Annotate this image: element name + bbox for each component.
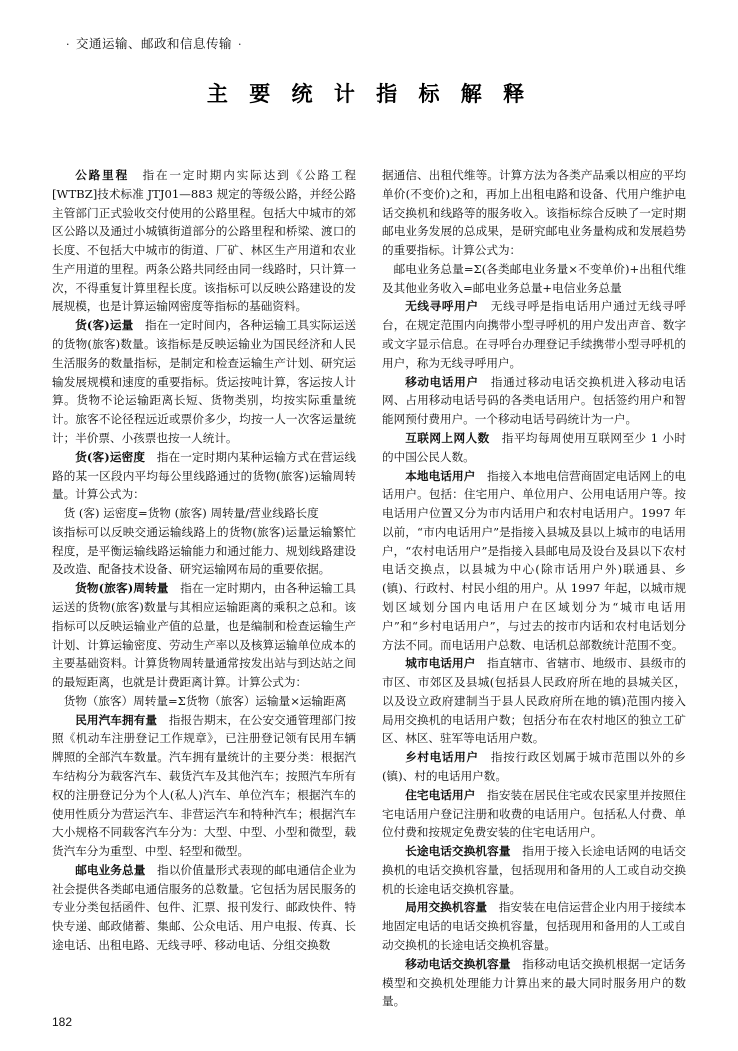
body-paragraph [52, 448, 356, 504]
term-heading: 无线寻呼用户 [405, 299, 479, 314]
paragraph-text: 指在一定时期内某种运输方式在营运线路的某一区段内平均每公里线路通过的货物(旅客)运输周转量。计算公式为： [52, 449, 356, 502]
body-paragraph [382, 654, 686, 748]
term-heading: 公路里程 [75, 168, 130, 182]
paragraph-text: 指直辖市、省辖市、地级市、县级市的市区、市郊区及县城(包括县人民政府所在地的县城关区，以及设立政府建制当于县人民政府所在地的镇)范围内接入局用交换机的电话用户数；包括分布在农村地区的独立工矿区、林区、驻军等电话用户数。 [382, 656, 686, 746]
running-head-dot-left: · [66, 38, 70, 51]
paragraph-text: 指在一定时期内实际达到《公路工程[WTBZ]技术标准 JTJ01—883 规定的等级公路，并经公路主管部门正式验收交付使用的公路里程。包括大中城市的郊区公路以及通过小城镇街道部分的公路里程和桥梁、渡口的长度、不包括大中城市的街道、厂矿、林区生产用道和农业生产用道的里程。两条公路共同经由同一线路时，只计算一次，不得重复计算里程长度。该指标可以反映公路建设的发展规模，也是计算运输网密度等指标的基础资料。 [52, 168, 356, 314]
term-heading: 货物(旅客)周转量 [75, 581, 169, 596]
running-head-dot-right: · [238, 38, 243, 51]
body-paragraph [382, 297, 686, 372]
body-paragraph [52, 861, 356, 955]
formula-line [52, 692, 356, 711]
paragraph-text: 指移动电话交换机根据一定话务模型和交换机处理能力计算出来的最大同时服务用户的数量。 [382, 956, 686, 1009]
paragraph-text: 指安装在电信运营企业内用于接续本地固定电话的电话交换机容量，包括现用和备用的人工或自动交换机的长途电话交换机容量。 [382, 900, 686, 953]
term-heading: 互联网上网人数 [405, 430, 490, 445]
body-paragraph [382, 467, 686, 655]
column-left [52, 166, 356, 1011]
term-heading: 长途电话交换机容量 [405, 844, 511, 859]
term-heading: 城市电话用户 [405, 656, 476, 671]
paragraph-text: 指以价值量形式表现的邮电通信企业为社会提供各类邮电通信服务的总数量。它包括为居民服务的专业分类包括函件、包件、汇票、报刊发行、邮政快件、特快专递、邮政储蓄、集邮、公众电话、用户电报、传真、长途电话、出租电路、无线寻呼、移动电话、分组交换数 [52, 862, 356, 953]
page-number: 182 [52, 1015, 73, 1029]
term-heading: 货(客)运密度 [75, 449, 146, 464]
body-paragraph [382, 748, 686, 786]
term-heading: 本地电话用户 [405, 468, 476, 483]
paragraph-text: 指报告期末，在公安交通管理部门按照《机动车注册登记工作规章》，已注册登记领有民用车辆牌照的全部汽车数量。汽车拥有量统计的主要分类：根据汽车结构分为载客汽车、载货汽车及其他汽车；按照汽车所有权的注册登记分为个人(私人)汽车、单位汽车；根据汽车的使用性质分为营运汽车、非营运汽车和特种汽车；根据汽车大小规格不同载客汽车分为：大型、中型、小型和微型，载货汽车分为重型、中型、轻型和微型。 [52, 712, 356, 859]
formula-text: 货 (客) 运密度=货物 (旅客) 周转量/营业线路长度 [63, 506, 319, 521]
paragraph-text: 指在一定时间内，各种运输工具实际运送的货物(旅客)数量。该指标是反映运输业为国民经济和人民生活服务的数量指标，是制定和检查运输生产计划、研究运输发展规模和速度的重要指标。货运按吨计算，客运按人计算。货物不论运输距离长短、货物类别，均按实际重量统计。旅客不论径程远近或票价多少，均按一人一次客运量统计；半价票、小孩票也按一人统计。 [52, 318, 356, 445]
body-paragraph [52, 579, 356, 692]
formula-line [382, 260, 686, 298]
term-heading: 移动电话交换机容量 [405, 956, 511, 971]
body-paragraph [52, 316, 356, 447]
body-paragraph [382, 955, 686, 1011]
term-heading: 乡村电话用户 [405, 750, 479, 765]
paragraph-text: 指接入本地电信营商固定电话网上的电话用户。包括：住宅用户、单位用户、公用电话用户等。按电话用户位置又分为市内话用户和农村电话用户。1997 年以前，“市内电话用户”是指接入县城及县以上城市的电话用户，“农村电话用户”是指接入县邮电局及设台及县以下农村电话交换点，以县城为中心(除市话用户外)联通县、乡(镇)、行政村、村民小组的用户。从 1997 年起，以城市规划区域划分国内电话用户在区域划分为“城市电话用户”和“乡村电话用户”，与过去的按市内话和农村电话划分方法不同。而电话用户总数、电话机总部数统计范围不变。 [382, 468, 686, 652]
term-heading: 局用交换机容量 [405, 900, 488, 915]
term-heading: 货(客)运量 [75, 318, 134, 333]
term-heading: 移动电话用户 [405, 374, 479, 389]
term-heading: 住宅电话用户 [405, 787, 476, 802]
body-paragraph [382, 786, 686, 842]
body-paragraph [52, 711, 356, 861]
paragraph-text: 据通信、出租代维等。计算方法为各类产品乘以相应的平均单价(不变价)之和，再加上出租电路和设备、代用户维护电话交换机和线路等的服务收入。该指标综合反映了一定时期邮电业务发展的总成果，是研究邮电业务量构成和发展趋势的重要指标。计算公式为： [382, 168, 686, 258]
paragraph-text: 无线寻呼是指电话用户通过无线寻呼台，在规定范围内向携带小型寻呼机的用户发出声音、数字或文字显示信息。在寻呼台办理登记手续携带小型寻呼机的用户，称为无线寻呼用户。 [382, 299, 686, 370]
body-paragraph [52, 523, 356, 579]
body-paragraph [382, 842, 686, 898]
page-title: 主 要 统 计 指 标 解 释 [206, 81, 532, 106]
paragraph-text: 指按行政区划属于城市范围以外的乡(镇)、村的电话用户数。 [382, 750, 686, 783]
running-head-text: 交通运输、邮政和信息传输 [76, 36, 233, 51]
paragraph-text: 指用于接入长途电话网的电话交换机的电话交换机容量，包括现用和备用的人工或自动交换机的长途电话交换机容量。 [382, 844, 686, 896]
column-right [382, 166, 686, 1011]
formula-text: 邮电业务总量=Σ(各类邮电业务量×不变单价)+出租代维及其他业务收入=邮电业务总量+电信业务总量 [382, 261, 686, 295]
body-paragraph [382, 373, 686, 429]
paragraph-text: 指平均每周使用互联网至少 1 小时的中国公民人数。 [382, 430, 686, 464]
formula-line [52, 504, 356, 523]
body-paragraph [382, 898, 686, 954]
formula-text: 货物（旅客）周转量=Σ货物（旅客）运输量×运输距离 [63, 693, 347, 708]
body-paragraph [52, 166, 356, 316]
body-paragraph [382, 166, 686, 260]
paragraph-text: 指通过移动电话交换机进入移动电话网、占用移动电话号码的各类电话用户。包括签约用户和智能网预付费用户。一个移动电话号码统计为一户。 [382, 374, 686, 427]
term-heading: 民用汽车拥有量 [75, 712, 158, 727]
body-paragraph [382, 429, 686, 467]
paragraph-text: 指安装在居民住宅或农民家里并按照住宅电话用户登记注册和收费的电话用户。包括私人付费、单位付费和按规定免费安装的住宅电话用户。 [382, 787, 686, 840]
paragraph-text: 指在一定时期内，由各种运输工具运送的货物(旅客)数量与其相应运输距离的乘积之总和。该指标可以反映运输业产值的总量，也是编制和检查运输生产计划、计算运输密度、劳动生产率以及核算运输单位成本的主要基础资料。计算货物周转量通常按发出站与到达站之间的最短距离，也就是计费距离计算。计算公式为： [52, 581, 356, 690]
running-head [60, 34, 686, 52]
paragraph-text: 该指标可以反映交通运输线路上的货物(旅客)运量运输繁忙程度，是平衡运输线路运输能力和通过能力、规划线路建设及改造、配备技术设备、研究运输网布局的重要依据。 [52, 524, 356, 577]
body-columns [52, 166, 686, 1011]
term-heading: 邮电业务总量 [75, 862, 146, 877]
